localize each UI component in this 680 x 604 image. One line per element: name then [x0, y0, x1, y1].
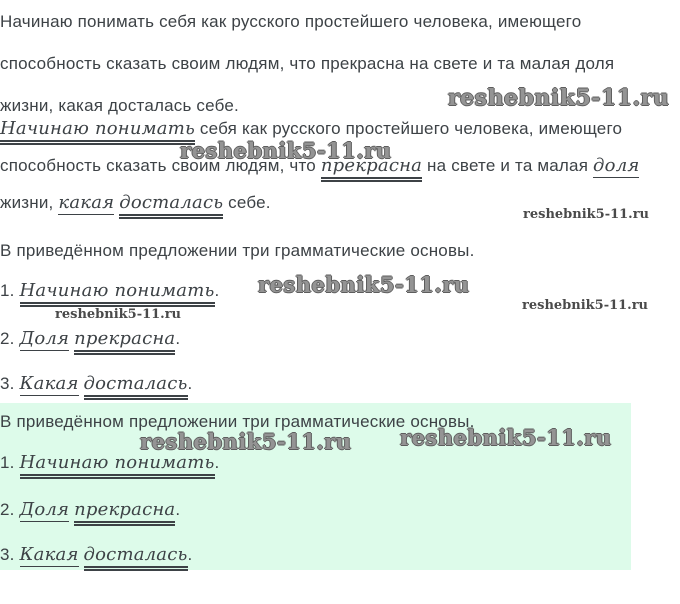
text-segment: 1. — [0, 281, 20, 300]
subject-word: Какая — [19, 544, 79, 565]
subject-word: Доля — [19, 328, 70, 349]
predicate-word: прекрасна — [74, 499, 175, 526]
predicate-word: досталась — [84, 373, 188, 400]
watermark: reshebnik5-11.ru — [258, 272, 470, 297]
source-sentence-line: жизни, какая досталась себе. — [0, 96, 239, 115]
text-segment: способность сказать своим людям, что — [0, 156, 321, 175]
analyzed-sentence-line — [0, 192, 271, 215]
grammar-basis-item-1 — [0, 280, 219, 303]
text-segment: 3. — [0, 374, 20, 393]
text-segment: . — [187, 545, 193, 564]
subject-word: Доля — [19, 499, 70, 520]
text-segment — [79, 374, 84, 393]
answer-heading: В приведённом предложении три грамматические основы. — [0, 412, 475, 431]
source-sentence-line: способность сказать своим людям, что прекрасна на свете и та малая доля — [0, 54, 615, 73]
answer-basis-item-1 — [0, 452, 219, 475]
text-segment: себя как русского простейшего человека, имеющего — [194, 119, 623, 138]
text-segment: себе. — [223, 193, 271, 212]
text-segment: 2. — [0, 500, 20, 519]
text-segment: 3. — [0, 545, 20, 564]
watermark: reshebnik5-11.ru — [522, 298, 649, 313]
predicate-word: Начинаю понимать — [0, 118, 195, 145]
text-segment: жизни, — [0, 193, 59, 212]
grammar-basis-item-2 — [0, 328, 180, 351]
answer-basis-item-3 — [0, 544, 192, 567]
watermark: reshebnik5-11.ru — [140, 429, 352, 454]
text-segment — [79, 545, 84, 564]
text-segment: . — [214, 281, 220, 300]
answer-basis-item-2 — [0, 499, 180, 522]
text-segment: . — [187, 374, 193, 393]
predicate-word: досталась — [84, 544, 188, 571]
explanation-text: В приведённом предложении три грамматические основы. — [0, 241, 475, 260]
subject-word: какая — [58, 192, 115, 213]
watermark: reshebnik5-11.ru — [400, 425, 612, 450]
subject-word: доля — [593, 155, 640, 176]
watermark: reshebnik5-11.ru — [448, 85, 670, 111]
source-sentence-line: Начинаю понимать себя как русского простейшего человека, имеющего — [0, 12, 582, 31]
predicate-word: Начинаю понимать — [20, 280, 215, 307]
subject-word: Какая — [19, 373, 79, 394]
watermark: reshebnik5-11.ru — [180, 138, 392, 163]
predicate-word: прекрасна — [321, 155, 422, 182]
text-segment: . — [214, 453, 220, 472]
text-segment: . — [175, 500, 181, 519]
predicate-word: досталась — [119, 192, 223, 219]
text-segment: . — [175, 329, 181, 348]
text-segment: на свете и та малая — [422, 156, 594, 175]
predicate-word: прекрасна — [74, 328, 175, 355]
grammar-basis-item-3 — [0, 373, 192, 396]
predicate-word: Начинаю понимать — [20, 452, 215, 479]
text-segment: 2. — [0, 329, 20, 348]
watermark: reshebnik5-11.ru — [523, 207, 650, 222]
watermark: reshebnik5-11.ru — [55, 307, 182, 322]
text-segment: 1. — [0, 453, 20, 472]
